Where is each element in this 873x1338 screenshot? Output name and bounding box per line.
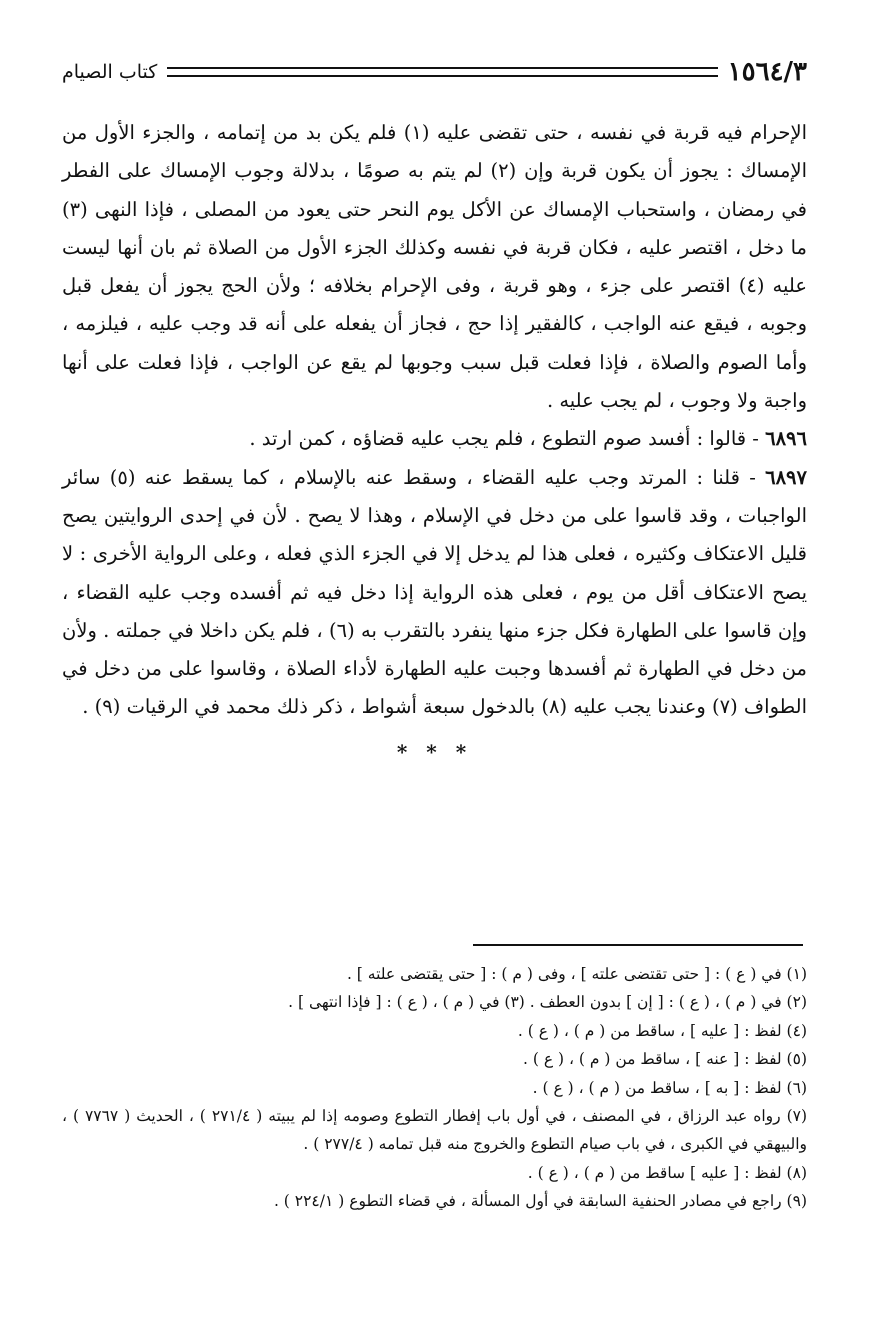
footnotes (62, 960, 807, 1216)
main-text (62, 114, 807, 771)
paragraph-text: - قالوا : أفسد صوم التطوع ، فلم يجب عليه قضاؤه ، كمن ارتد . (249, 427, 766, 451)
footnote: (٧) رواه عبد الرزاق ، في المصنف ، في أول باب إفطار التطوع وصومه إذا لم يبيته ( ٢٧١/٤ ) ، الحديث ( ٧٧٦٧ ) ، والبيهقي في الكبرى ، في باب صيام التطوع والخروج منه قبل تمامه ( ٢٧٧/٤ ) . (62, 1107, 808, 1154)
paragraph-continued: الإحرام فيه قربة في نفسه ، حتى تقضى عليه (١) فلم يكن بد من إتمامه ، والجزء الأول من الإمساك : يجوز أن يكون قربة وإن (٢) لم يتم به صومًا ، بدلالة وجوب الإمساك على الفطر في رمضان ، واستحباب الإمساك عن الأكل يوم النحر حتى يعود من المصلى ، فإذا النهى (٣) ما دخل ، اقتصر عليه ، فكان قربة في نفسه وكذلك الجزء الأول من الصلاة ثم بان أنها ليست عليه (٤) اقتصر على جزء ، وهو قربة ، وفى الإحرام بخلافه ؛ ولأن الحج يجوز أن يفعل قبل وجوبه ، فيقع عنه الواجب ، كالفقير إذا حج ، فجاز أن يفعله على أنه قد وجب عليه ، فيلزمه ، وأما الصوم والصلاة ، فإذا فعلت قبل سبب وجوبها لم يقع عن الواجب ، فإذا فعلت على أنها واجبة ولا وجوب ، لم يجب عليه . (62, 121, 807, 413)
page-number: ١٥٦٤/٣ (727, 57, 807, 87)
footnote: (٦) لفظ : [ به ] ، ساقط من ( م ) ، ( ع ) . (532, 1078, 807, 1097)
footnote: (٨) لفظ : [ عليه ] ساقط من ( م ) ، ( ع ) . (527, 1163, 807, 1182)
section-separator: * * * (396, 739, 473, 764)
paragraph-6896 (62, 420, 807, 458)
book-title: كتاب الصيام (62, 61, 158, 83)
footnote: (٤) لفظ : [ عليه ] ، ساقط من ( م ) ، ( ع ) . (517, 1021, 807, 1040)
running-header (62, 52, 807, 92)
footnote: (١) في ( ع ) : [ حتى تقتضى علته ] ، وفى ( م ) : [ حتى يقتضى علته ] . (346, 965, 807, 983)
paragraph-text: - قلنا : المرتد وجب عليه القضاء ، وسقط عنه بالإسلام ، كما يسقط عنه (٥) سائر الواجبات ، وقد قاسوا على من دخل في الإسلام ، وهذا لا يصح . لأن في إحدى الروايتين يصح قليل الاعتكاف وكثيره ، فعلى هذا لم يدخل إلا في الجزء الذي فعله ، وعلى الرواية الأخرى : لا يصح الاعتكاف أقل من يوم ، فعلى هذه الرواية إذا دخل فيه ثم أفسده وجب عليه القضاء ، وإن قاسوا على الطهارة فكل جزء منها ينفرد بالتقرب به (٦) ، فلم يكن داخلا في جملته . ولأن من دخل في الطهارة ثم أفسدها وجبت عليه الطهارة لأداء الصلاة ، وقاسوا على من دخل في الطواف (٧) وعندنا يجب عليه (٨) بالدخول سبعة أشواط ، ذكر ذلك محمد في الرقيات (٩) . (62, 465, 807, 719)
paragraph-number: ٦٨٩٧ (765, 465, 807, 489)
footnote: (٢) في ( م ) ، ( ع ) : [ إن ] بدون العطف . (٣) في ( م ) ، ( ع ) : [ فإذا انتهى ] . (288, 993, 807, 1012)
footnote-rule (473, 944, 803, 946)
paragraph-6897 (62, 459, 807, 727)
footnote: (٩) راجع في مصادر الحنفية السابقة في أول المسألة ، في قضاء التطوع ( ٢٢٤/١ ) . (273, 1192, 807, 1211)
footnote: (٥) لفظ : [ عنه ] ، ساقط من ( م ) ، ( ع ) . (523, 1050, 807, 1069)
header-double-rule (167, 67, 717, 77)
paragraph-number: ٦٨٩٦ (765, 427, 807, 451)
